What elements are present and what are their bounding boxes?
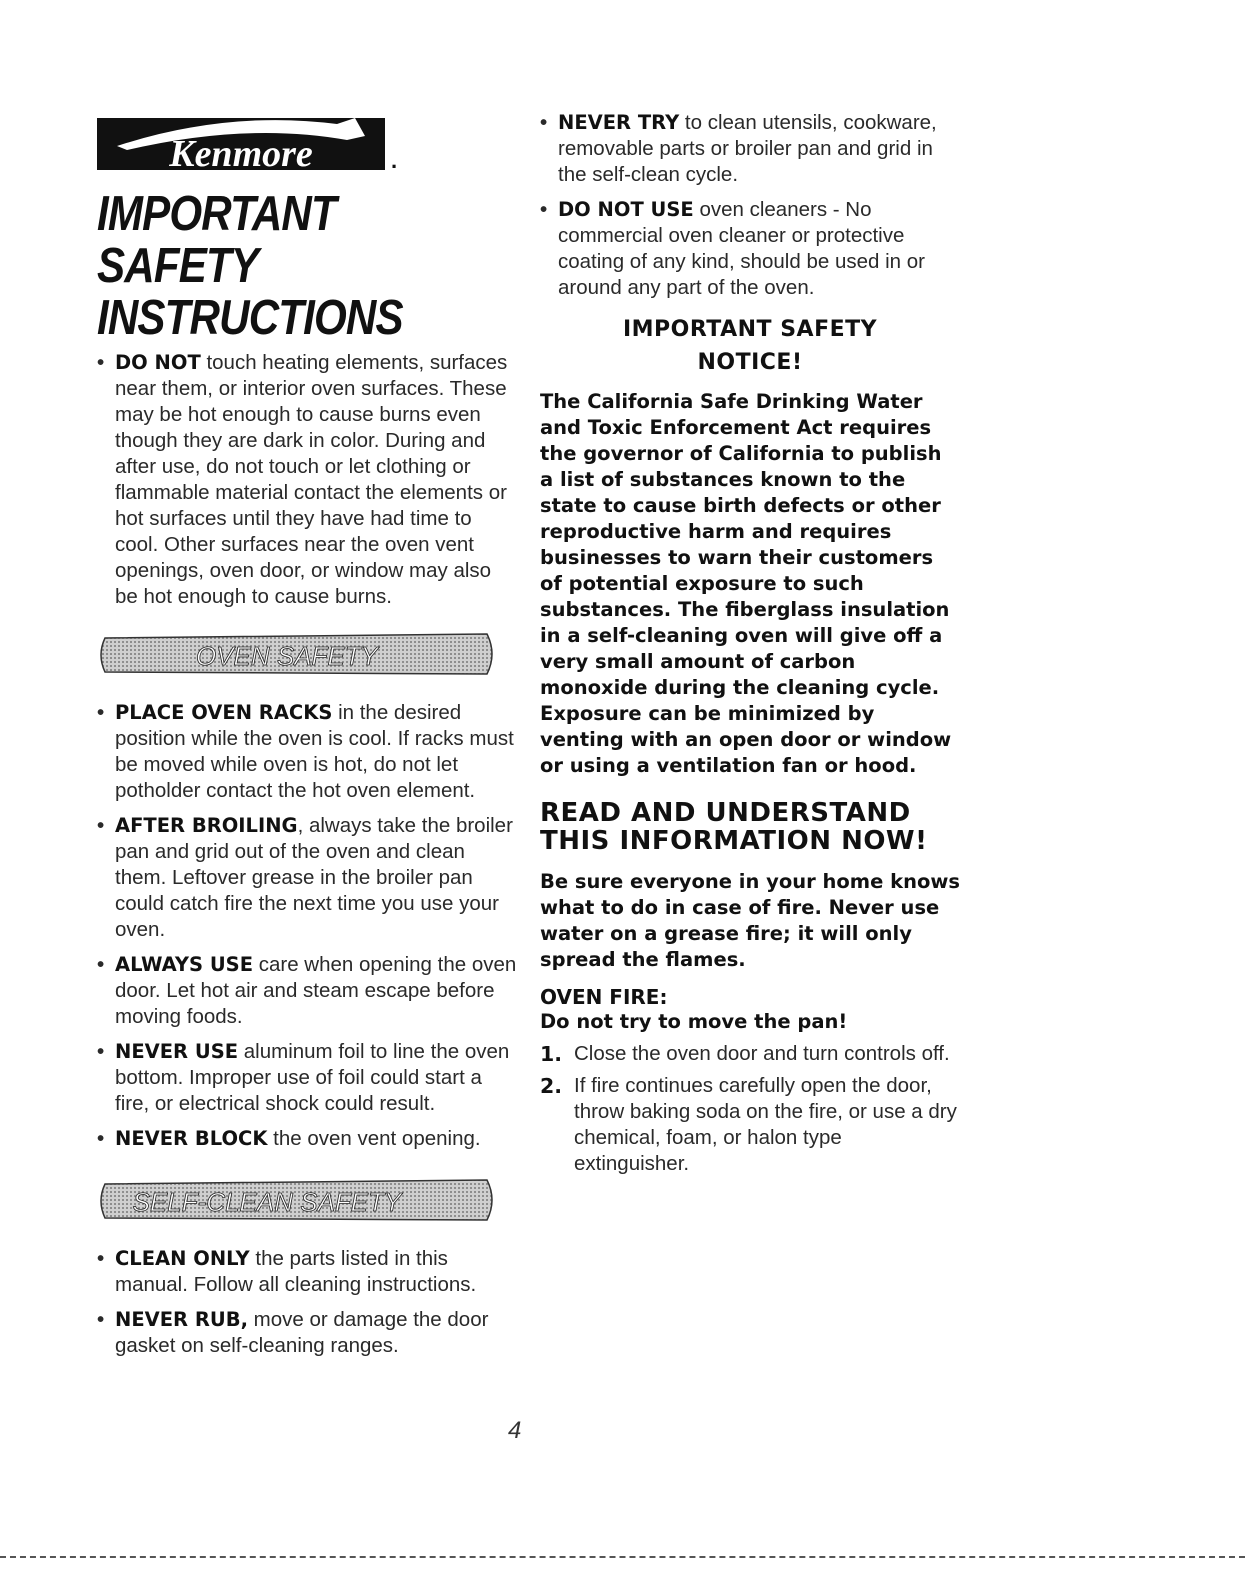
bullet-dot: •: [97, 814, 105, 837]
page-bottom-divider: [0, 1556, 1245, 1558]
right-column: [540, 110, 960, 1183]
self-clean-bullet: [97, 1307, 517, 1359]
step-number: 1.: [540, 1042, 563, 1066]
self-clean-bullet: [97, 1246, 517, 1298]
bullet-text: in the desired position while the oven is cool. If racks must be moved while oven is hot, do not let potholder contact the hot oven element.: [115, 701, 514, 802]
bullet-text: , always take the broiler pan and grid out of the oven and clean them. Leftover grease in the broiler pan could catch fire the next time you use your oven.: [115, 814, 513, 941]
bullet-lead: ALWAYS USE: [115, 953, 254, 976]
title-line-2: INSTRUCTIONS: [97, 291, 403, 345]
page-number: 4: [508, 1417, 522, 1444]
oven-safety-bullet: [97, 1039, 517, 1117]
self-clean-bullet: [540, 110, 960, 188]
bullet-lead: NEVER TRY: [558, 111, 680, 134]
self-clean-bullet: [540, 197, 960, 301]
step-number: 2.: [540, 1074, 563, 1098]
title-line-1: IMPORTANT SAFETY: [97, 187, 336, 293]
bullet-lead: DO NOT: [115, 351, 201, 374]
bullet-lead: PLACE OVEN RACKS: [115, 701, 333, 724]
bullet-text: touch heating elements, surfaces near them, or interior oven surfaces. These may be hot enough to cause burns even though they are dark in color. During and after use, do not touch or let clothing or flammable material contact the elements or hot surfaces until they have had time to cool. Other surfaces near the oven vent openings, oven door, or window may also be hot enough to cause burns.: [115, 351, 508, 608]
bullet-dot: •: [97, 953, 105, 976]
left-column: [97, 110, 517, 1368]
bullet-text: the parts listed in this manual. Follow all cleaning instructions.: [115, 1247, 477, 1296]
bullet-text: the oven vent opening.: [267, 1127, 481, 1150]
oven-fire-step: [540, 1041, 960, 1067]
read-section-title: READ AND UNDERSTAND THIS INFORMATION NOW!: [540, 798, 928, 856]
oven-safety-banner: [97, 632, 517, 678]
self-clean-safety-banner: [97, 1178, 517, 1224]
bullet-dot: •: [97, 1247, 105, 1270]
oven-safety-label: OVEN SAFETY: [195, 641, 379, 671]
bullet-lead: CLEAN ONLY: [115, 1247, 250, 1270]
kenmore-logo: [97, 110, 397, 174]
self-clean-safety-label: SELF-CLEAN SAFETY: [132, 1187, 402, 1217]
bullet-text: oven cleaners - No commercial oven cleaner or protective coating of any kind, should be used in or around any part of the oven.: [558, 198, 925, 299]
oven-safety-bullet: [97, 1126, 517, 1152]
bullet-lead: DO NOT USE: [558, 198, 694, 221]
bullet-dot: •: [97, 701, 105, 724]
bullet-lead: NEVER RUB,: [115, 1308, 248, 1331]
bullet-dot: •: [97, 1308, 105, 1331]
oven-safety-bullet: [97, 952, 517, 1030]
bullet-dot: •: [97, 1127, 105, 1150]
bullet-text: care when opening the oven door. Let hot air and steam escape before moving foods.: [115, 953, 517, 1028]
oven-safety-bullet: [97, 700, 517, 804]
oven-fire-subtitle: Do not try to move the pan!: [540, 1010, 848, 1033]
bullet-text: move or damage the door gasket on self-cleaning ranges.: [115, 1308, 489, 1357]
bullet-lead: AFTER BROILING: [115, 814, 298, 837]
logo-period: .: [391, 148, 398, 173]
oven-fire-title: OVEN FIRE:: [540, 985, 668, 1009]
step-text: Close the oven door and turn controls off.: [574, 1042, 950, 1065]
bullet-lead: NEVER BLOCK: [115, 1127, 268, 1150]
notice-title-line-2: NOTICE!: [697, 350, 803, 375]
bullet-dot: •: [97, 1040, 105, 1063]
step-text: If fire continues carefully open the door, throw baking soda on the fire, or use a dry chemical, foam, or halon type extinguisher.: [574, 1074, 957, 1175]
oven-fire-step: [540, 1073, 960, 1177]
bullet-dot: •: [540, 198, 548, 221]
notice-title: [540, 313, 960, 379]
logo-wordmark: Kenmore: [169, 133, 313, 174]
read-section-body: Be sure everyone in your home knows what to do in case of fire. Never use water on a grease fire; it will only spread the flames.: [540, 870, 961, 971]
notice-body: The California Safe Drinking Water and Toxic Enforcement Act requires the governor of California to publish a list of substances known to the state to cause birth defects or other reproductive harm and requires businesses to warn their customers of potential exposure to such substances. The fiberglass insulation in a self-cleaning oven will give off a very small amount of carbon monoxide during the cleaning cycle. Exposure can be minimized by venting with an open door or window or using a ventilation fan or hood.: [540, 390, 952, 777]
bullet-lead: NEVER USE: [115, 1040, 239, 1063]
oven-safety-bullet: [97, 813, 517, 943]
intro-bullet: [97, 350, 517, 610]
bullet-text: aluminum foil to line the oven bottom. Improper use of foil could start a fire, or electrical shock could result.: [115, 1040, 510, 1115]
bullet-dot: •: [540, 111, 548, 134]
page-title: [97, 188, 501, 344]
notice-title-line-1: IMPORTANT SAFETY: [622, 317, 878, 342]
bullet-text: to clean utensils, cookware, removable parts or broiler pan and grid in the self-clean cycle.: [558, 111, 937, 186]
bullet-dot: •: [97, 351, 105, 374]
